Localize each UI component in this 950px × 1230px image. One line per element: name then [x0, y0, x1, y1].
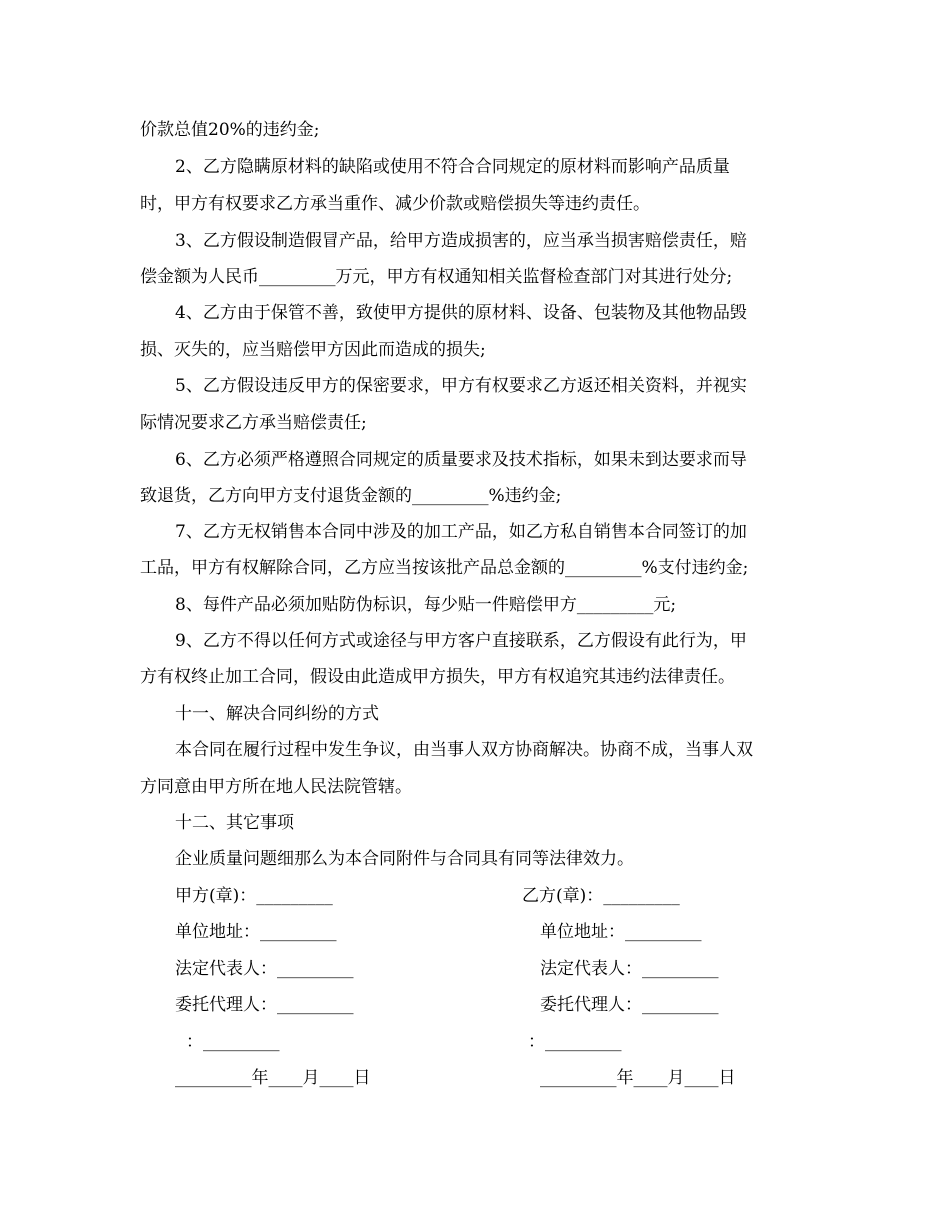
party-b-colon-line: ：_________ — [528, 1032, 622, 1052]
paragraph-line: 际情况要求乙方承当赔偿责任; — [140, 413, 367, 433]
paragraph-line: 9、乙方不得以任何方式或途径与甲方客户直接联系，乙方假设有此行为，甲 — [175, 631, 747, 651]
paragraph-line: 方同意由甲方所在地人民法院管辖。 — [140, 777, 412, 797]
party-b-agent: 委托代理人：_________ — [540, 995, 719, 1015]
party-b-address: 单位地址：_________ — [540, 922, 702, 942]
paragraph-line: 3、乙方假设制造假冒产品，给甲方造成损害的，应当承当损害赔偿责任，赔 — [175, 231, 747, 251]
party-a-legal-rep: 法定代表人：_________ — [175, 959, 354, 979]
party-a-seal: 甲方(章)：_________ — [175, 886, 333, 906]
party-b-date: _________年____月____日 — [540, 1068, 736, 1088]
paragraph-line: 7、乙方无权销售本合同中涉及的加工产品，如乙方私自销售本合同签订的加 — [175, 522, 747, 542]
paragraph-line: 4、乙方由于保管不善，致使甲方提供的原材料、设备、包装物及其他物品毁 — [175, 303, 747, 323]
party-a-date: _________年____月____日 — [175, 1068, 371, 1088]
party-b-legal-rep: 法定代表人：_________ — [540, 959, 719, 979]
party-a-address: 单位地址：_________ — [175, 922, 337, 942]
paragraph-line: 本合同在履行过程中发生争议，由当事人双方协商解决。协商不成，当事人双 — [175, 740, 753, 760]
paragraph-line: 5、乙方假设违反甲方的保密要求，甲方有权要求乙方返还相关资料，并视实 — [175, 376, 747, 396]
paragraph-line: 偿金额为人民币_________万元，甲方有权通知相关监督检查部门对其进行处分; — [140, 267, 733, 287]
section-heading: 十二、其它事项 — [175, 813, 294, 833]
section-heading: 十一、解决合同纠纷的方式 — [175, 704, 379, 724]
paragraph-line: 工品，甲方有权解除合同，乙方应当按该批产品总金额的_________%支付违约金; — [140, 558, 749, 578]
paragraph-line: 方有权终止加工合同，假设由此造成甲方损失，甲方有权追究其违约法律责任。 — [140, 667, 735, 687]
paragraph-line: 致退货，乙方向甲方支付退货金额的_________%违约金; — [140, 486, 562, 506]
paragraph-line: 6、乙方必须严格遵照合同规定的质量要求及技术指标，如果未到达要求而导 — [175, 450, 747, 470]
paragraph-line: 8、每件产品必须加贴防伪标识，每少贴一件赔偿甲方_________元; — [175, 595, 677, 615]
paragraph-line: 时，甲方有权要求乙方承当重作、减少价款或赔偿损失等违约责任。 — [140, 194, 650, 214]
paragraph-line: 2、乙方隐瞒原材料的缺陷或使用不符合合同规定的原材料而影响产品质量 — [175, 157, 730, 177]
paragraph-line: 损、灭失的，应当赔偿甲方因此而造成的损失; — [140, 340, 486, 360]
paragraph-line: 企业质量问题细那么为本合同附件与合同具有同等法律效力。 — [175, 849, 634, 869]
party-a-colon-line: ：_________ — [186, 1032, 280, 1052]
party-b-seal: 乙方(章)：_________ — [522, 886, 680, 906]
party-a-agent: 委托代理人：_________ — [175, 995, 354, 1015]
paragraph-line: 价款总值20%的违约金; — [140, 120, 320, 140]
